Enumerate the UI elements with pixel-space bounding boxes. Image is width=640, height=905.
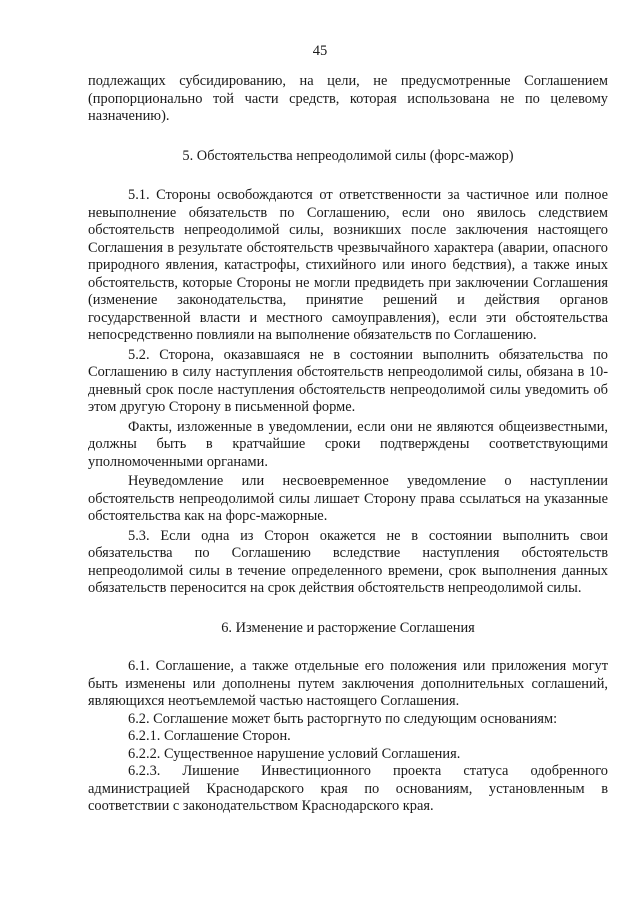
paragraph-6-2-2: 6.2.2. Существенное нарушение условий Соглашения. — [128, 745, 461, 762]
section-heading-6: 6. Изменение и расторжение Соглашения — [221, 619, 475, 636]
paragraph-6-1: 6.1. Соглашение, а также отдельные его положения или приложения могут быть изменены или дополнены путем заключения дополнительных соглашений, являющихся неотъемлемой частью настоящего Соглашения. — [88, 658, 608, 709]
paragraph-6-2-1: 6.2.1. Соглашение Сторон. — [128, 728, 291, 744]
page-number: 45 — [312, 43, 328, 59]
paragraph-5-2-facts: Факты, изложенные в уведомлении, если они не являются общеизвестными, должны быть в кратчайшие сроки подтверждены соответствующими уполномоченными органами. — [88, 418, 608, 470]
paragraph-6-2: 6.2. Соглашение может быть расторгнуто по следующим основаниям: — [128, 710, 558, 727]
paragraph-5-2: 5.2. Сторона, оказавшаяся не в состоянии выполнить обязательства по Соглашению в силу наступления обстоятельств непреодолимой силы, обязана в 10-дневный срок после наступления обстоятельств непреодолимой силы уведомить об этом другую Сторону в письменной форме. — [88, 346, 608, 415]
paragraph-5-1: 5.1. Стороны освобождаются от ответственности за частичное или полное невыполнение обязательств по Соглашению, если оно явилось следствием обстоятельств непреодолимой силы, возникших после заключения настоящего Соглашения в результате обстоятельств чрезвычайного характера (аварии, опасного природного явления, катастрофы, стихийного или иного бедствия), а также иных обстоятельств, которые Стороны не могли предвидеть при заключении Соглашения (изменение законодательства, принятие решений и действия органов государственной власти и местного самоуправления), если эти обстоятельства непосредственно повлияли на выполнение обязательств по Соглашению. — [88, 187, 608, 343]
paragraph-5-2-notice: Неуведомление или несвоевременное уведомление о наступлении обстоятельств непреодолимой силы лишает Сторону права ссылаться на указанные обстоятельства как на форс-мажорные. — [88, 473, 608, 524]
paragraph-6-2-3: 6.2.3. Лишение Инвестиционного проекта статуса одобренного администрацией Краснодарского края по основаниям, установленным в соответствии с законодательством Краснодарского края. — [88, 763, 608, 814]
paragraph-continuation: подлежащих субсидированию, на цели, не предусмотренные Соглашением (пропорционально той части средств, которая использована не по целевому назначению). — [88, 73, 608, 124]
paragraph-5-3: 5.3. Если одна из Сторон окажется не в состоянии выполнить свои обязательства по Соглашению вследствие наступления обстоятельств непреодолимой силы в течение определенного времени, срок выполнения данных обязательств переносится на срок действия обстоятельств непреодолимой силы. — [88, 527, 608, 596]
section-heading-5: 5. Обстоятельства непреодолимой силы (форс-мажор) — [182, 147, 514, 164]
document-body — [88, 73, 608, 816]
